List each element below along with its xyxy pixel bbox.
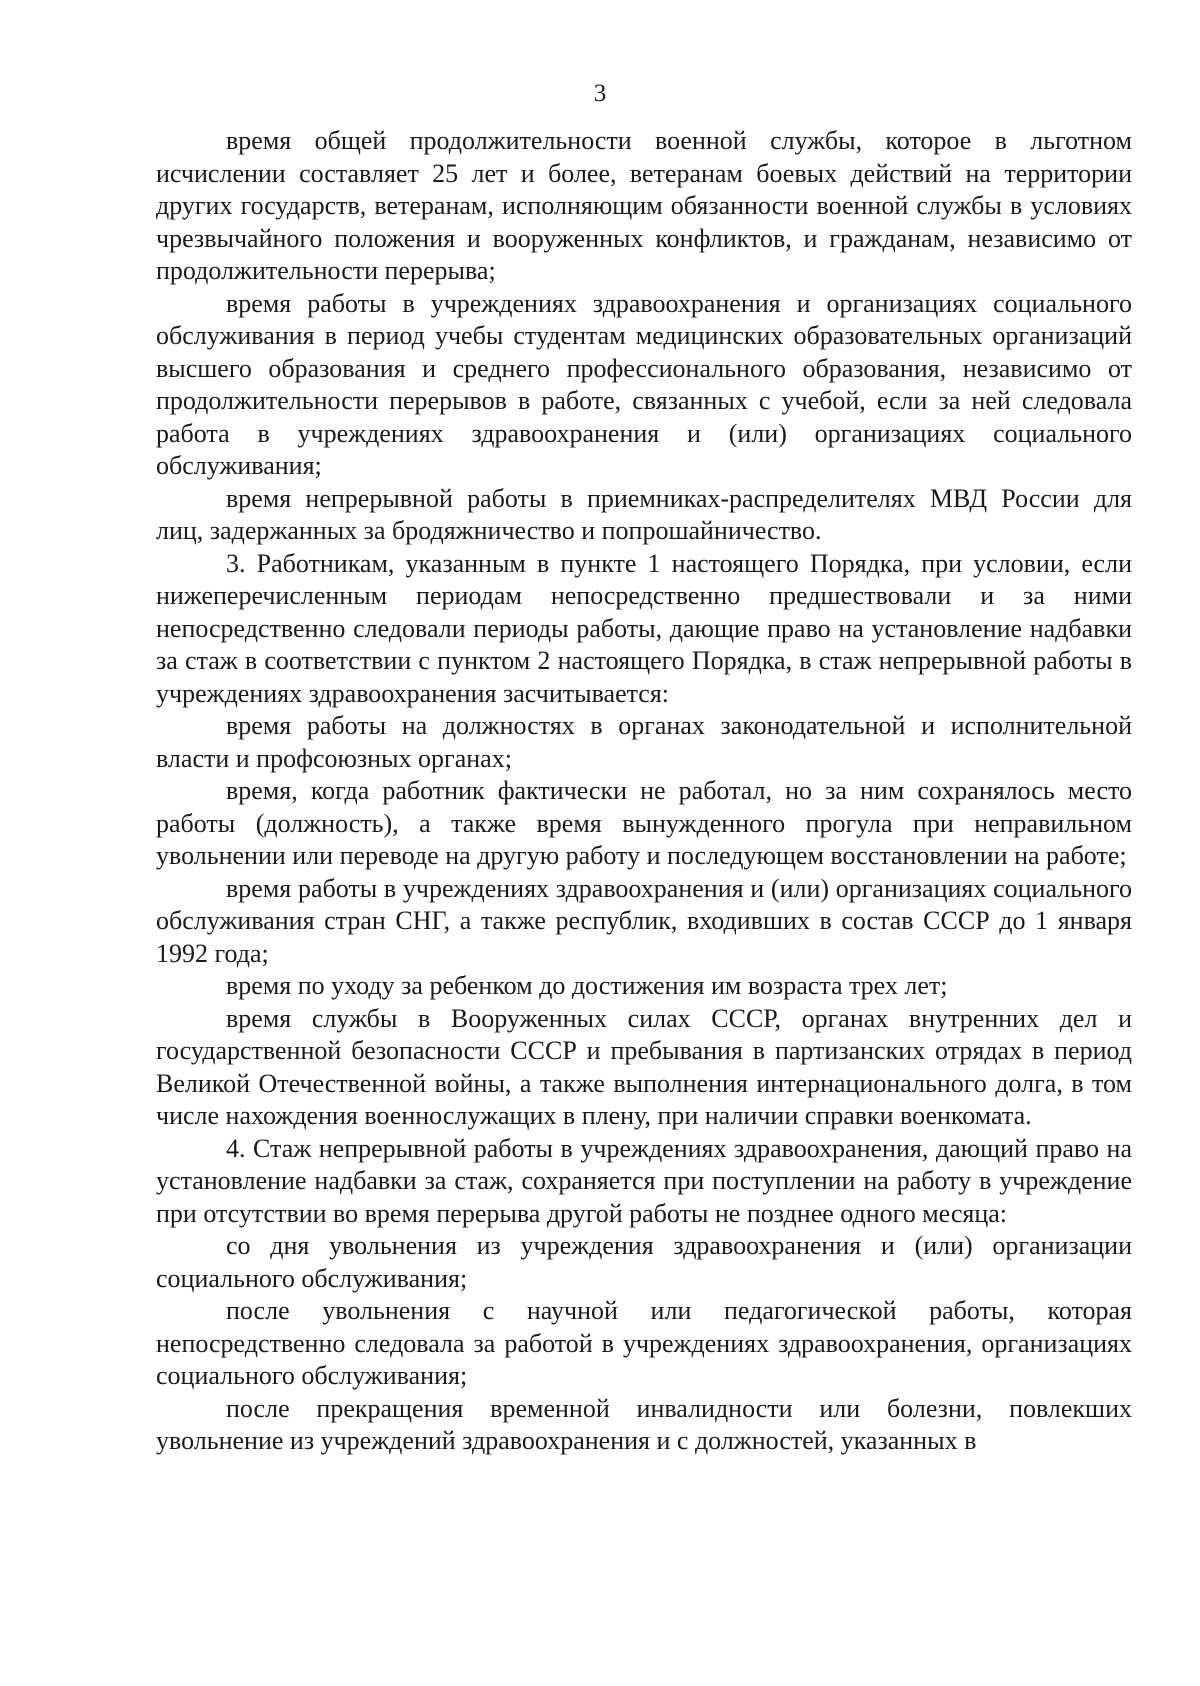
paragraph-disability: после прекращения временной инвалидности или болезни, повлекших увольнение из учреждений здравоохранения и с должностей, указанных в [156, 1393, 1132, 1455]
paragraph-child-care: время по уходу за ребенком до достижения им возраста трех лет; [226, 971, 948, 1000]
paragraph-dismissal-healthcare: со дня увольнения из учреждения здравоохранения и (или) организации социального обслуживания; [156, 1231, 1132, 1293]
paragraph-retained-position: время, когда работник фактически не работал, но за ним сохранялось место работы (должность), а также время вынужденного прогула при неправильном увольнении или переводе на другую работу и последующем восстановлении на работе; [156, 776, 1132, 870]
paragraph-military-service: время общей продолжительности военной службы, которое в льготном исчислении составляет 25 лет и более, ветеранам боевых действий на территории других государств, ветеранам, исполняющим обязанности военной службы в условиях чрезвычайного положения и вооруженных конфликтов, и гражданам, независимо от продолжительности перерыва; [156, 126, 1132, 285]
paragraph-student-work: время работы в учреждениях здравоохранения и организациях социального обслуживания в период учебы студентам медицинских образовательных организаций высшего образования и среднего профессионального образования, независимо от продолжительности перерывов в работе, связанных с учебой, если за ней следовала работа в учреждениях здравоохранения и (или) организациях социального обслуживания; [156, 288, 1132, 480]
paragraph-section-3: 3. Работникам, указанным в пункте 1 настоящего Порядка, при условии, если нижеперечисленным периодам непосредственно предшествовали и за ними непосредственно следовали периоды работы, дающие право на установление надбавки за стаж в соответствии с пунктом 2 настоящего Порядка, в стаж непрерывной работы в учреждениях здравоохранения засчитывается: [156, 548, 1132, 708]
page-number: 3 [593, 80, 607, 107]
paragraph-section-4: 4. Стаж непрерывной работы в учреждениях здравоохранения, дающий право на установление надбавки за стаж, сохраняется при поступлении на работу в учреждение при отсутствии во время перерыва другой работы не позднее одного месяца: [156, 1133, 1132, 1228]
paragraph-dismissal-science: после увольнения с научной или педагогической работы, которая непосредственно следовала за работой в учреждениях здравоохранения, организациях социального обслуживания; [156, 1296, 1132, 1390]
paragraph-detention-centers: время непрерывной работы в приемниках-распределителях МВД России для лиц, задержанных за бродяжничество и попрошайничество. [156, 483, 1132, 545]
paragraph-armed-forces: время службы в Вооруженных силах СССР, органах внутренних дел и государственной безопасности СССР и пребывания в партизанских отрядах в период Великой Отечественной войны, а также выполнения интернационального долга, в том числе нахождения военнослужащих в плену, при наличии справки военкомата. [156, 1003, 1132, 1130]
paragraph-cis-countries: время работы в учреждениях здравоохранения и (или) организациях социального обслуживания стран СНГ, а также республик, входивших в состав СССР до 1 января 1992 года; [156, 873, 1132, 968]
paragraph-government-positions: время работы на должностях в органах законодательной и исполнительной власти и профсоюзных органах; [156, 711, 1132, 773]
document-body [156, 125, 1132, 1458]
